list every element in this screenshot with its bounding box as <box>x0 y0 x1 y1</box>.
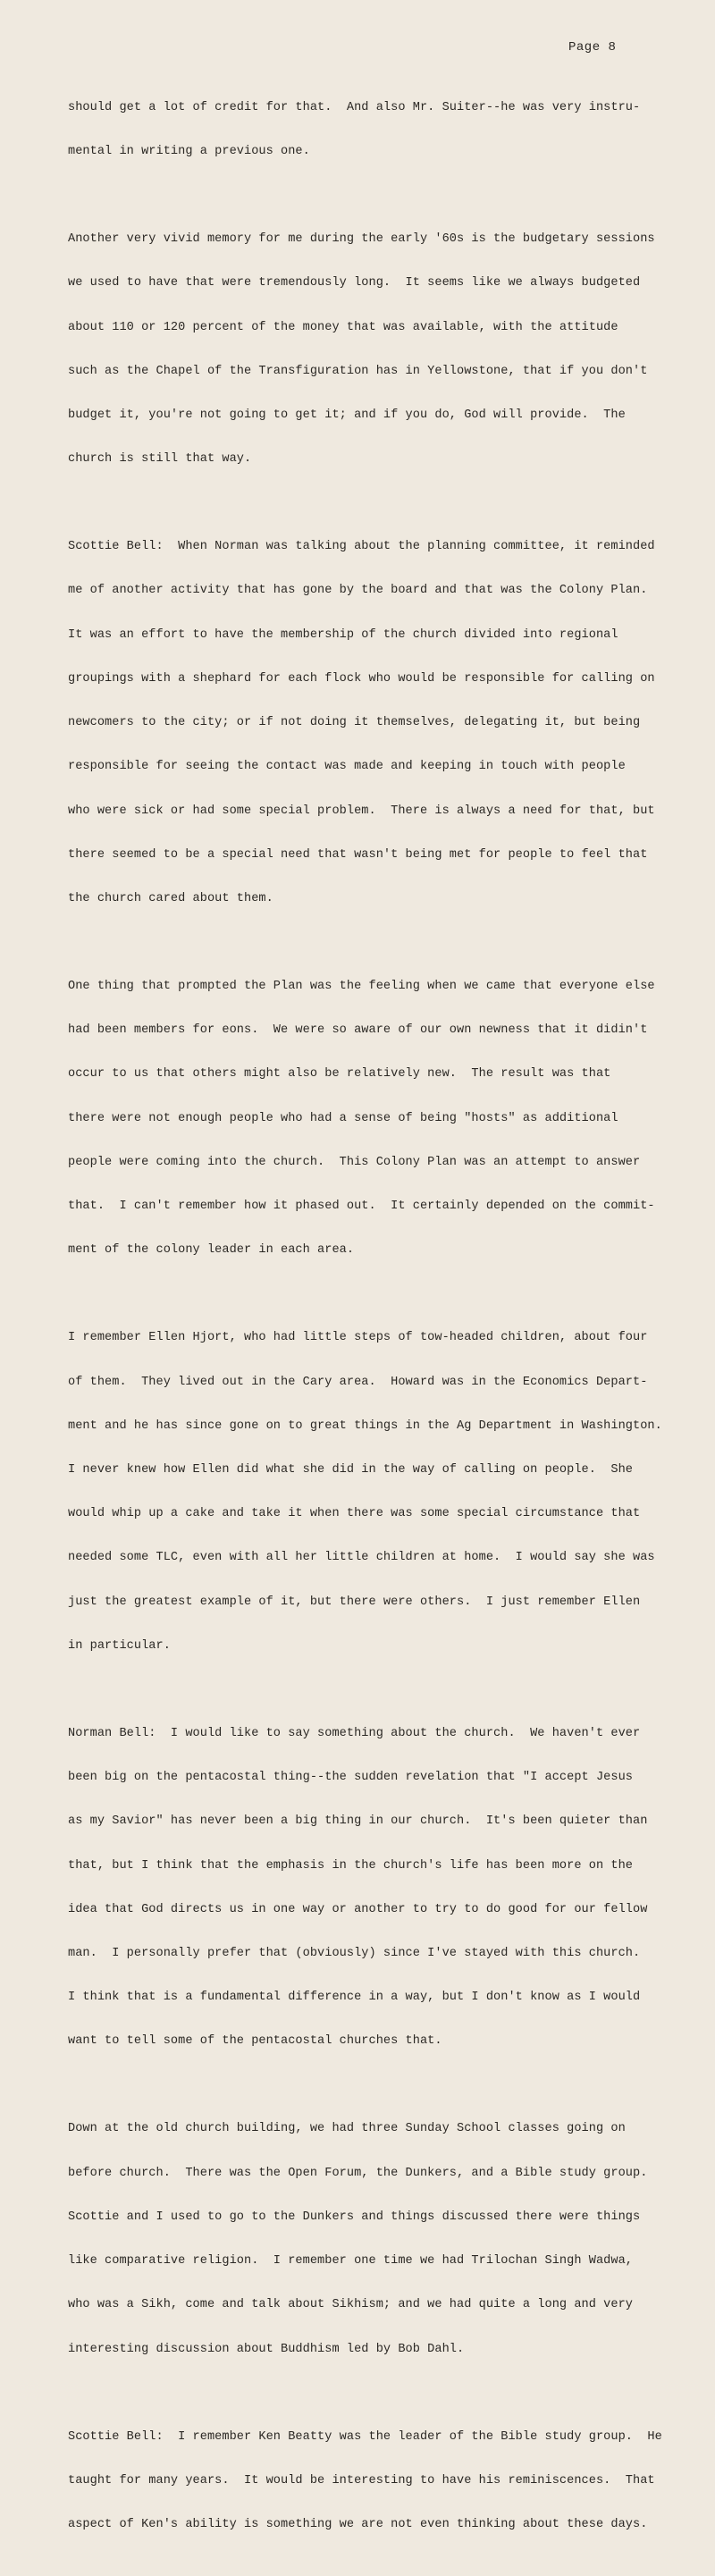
text-line: there were not enough people who had a sense of being "hosts" as additional <box>68 1111 618 1125</box>
text-line: Scottie and I used to go to the Dunkers and things discussed there were things <box>68 2210 641 2224</box>
text-line: who were sick or had some special problem. There is always a need for that, but <box>68 804 655 818</box>
text-line: like comparative religion. I remember one time we had Trilochan Singh Wadwa, <box>68 2254 633 2269</box>
text-line: that, but I think that the emphasis in the church's life has been more on the <box>68 1858 633 1873</box>
text-line: groupings with a shephard for each flock who would be responsible for calling on <box>68 671 655 686</box>
text-line: budget it, you're not going to get it; and if you do, God will provide. The <box>68 408 626 422</box>
text-line: had been members for eons. We were so aware of our own newness that it didin't <box>68 1023 648 1038</box>
text-line: been big on the pentacostal thing--the sudden revelation that "I accept Jesus <box>68 1771 633 1785</box>
page-number: Page 8 <box>568 40 617 55</box>
text-line: Scottie Bell: When Norman was talking about the planning committee, it reminded <box>68 540 655 554</box>
text-line: ment of the colony leader in each area. <box>68 1243 355 1258</box>
text-line: should get a lot of credit for that. And also Mr. Suiter--he was very instru- <box>68 100 641 114</box>
text-line: me of another activity that has gone by the board and that was the Colony Plan. <box>68 584 648 598</box>
text-line: just the greatest example of it, but there were others. I just remember Ellen <box>68 1595 641 1609</box>
text-line: occur to us that others might also be relatively new. The result was that <box>68 1067 611 1082</box>
text-line: want to tell some of the pentacostal churches that. <box>68 2034 442 2049</box>
text-line: in particular. <box>68 1638 171 1653</box>
text-line: as my Savior" has never been a big thing in our church. It's been quieter than <box>68 1814 648 1829</box>
text-line: aspect of Ken's ability is something we are not even thinking about these days. <box>68 2518 648 2531</box>
text-line: newcomers to the city; or if not doing it themselves, delegating it, but being <box>68 716 641 730</box>
text-line: idea that God directs us in one way or another to try to do good for our fellow <box>68 1902 648 1916</box>
text-line: ment and he has since gone on to great things in the Ag Department in Washington. <box>68 1418 662 1433</box>
text-line: needed some TLC, even with all her little children at home. I would say she was <box>68 1551 655 1565</box>
text-line: church is still that way. <box>68 452 252 467</box>
paragraph <box>68 2401 662 2562</box>
text-line: the church cared about them. <box>68 891 273 905</box>
paragraph <box>68 1697 658 2079</box>
text-line: It was an effort to have the membership of the church divided into regional <box>68 627 618 642</box>
text-line: people were coming into the church. This Colony Plan was an attempt to answer <box>68 1155 641 1169</box>
text-line: that. I can't remember how it phased out. It certainly depended on the commit- <box>68 1200 655 1214</box>
text-line: Another very vivid memory for me during the early '60s is the budgetary sessions <box>68 232 655 247</box>
text-line: interesting discussion about Buddhism led by Bob Dahl. <box>68 2342 465 2356</box>
text-line: of them. They lived out in the Cary area. Howard was in the Economics Depart- <box>68 1375 648 1389</box>
text-line: I remember Ellen Hjort, who had little steps of tow-headed children, about four <box>68 1331 648 1345</box>
paragraph <box>68 2093 658 2387</box>
paragraph <box>68 950 658 1287</box>
paragraph <box>68 1302 662 1684</box>
text-line: such as the Chapel of the Transfiguration has in Yellowstone, that if you don't <box>68 364 648 378</box>
text-line: who was a Sikh, come and talk about Sikhism; and we had quite a long and very <box>68 2298 633 2312</box>
text-line: man. I personally prefer that (obviously) since I've stayed with this church. <box>68 1946 641 1960</box>
text-line: would whip up a cake and take it when there was some special circumstance that <box>68 1507 641 1521</box>
paragraph <box>68 203 658 496</box>
text-line: taught for many years. It would be interesting to have his reminiscences. That <box>68 2473 655 2488</box>
text-line: I never knew how Ellen did what she did in the way of calling on people. She <box>68 1462 633 1477</box>
text-line: Down at the old church building, we had three Sunday School classes going on <box>68 2122 626 2136</box>
text-line: before church. There was the Open Forum, the Dunkers, and a Bible study group. <box>68 2166 648 2180</box>
text-line: responsible for seeing the contact was made and keeping in touch with people <box>68 760 626 774</box>
text-line: I think that is a fundamental difference in a way, but I don't know as I would <box>68 1991 641 2005</box>
text-line: there seemed to be a special need that wasn't being met for people to feel that <box>68 847 648 862</box>
text-line: about 110 or 120 percent of the money that was available, with the attitude <box>68 320 618 334</box>
text-line: Norman Bell: I would like to say something about the church. We haven't ever <box>68 1726 641 1740</box>
text-line: Scottie Bell: I remember Ken Beatty was the leader of the Bible study group. He <box>68 2429 662 2444</box>
document-body <box>68 72 662 2576</box>
text-line: mental in writing a previous one. <box>68 145 310 159</box>
text-line: we used to have that were tremendously long. It seems like we always budgeted <box>68 276 641 290</box>
paragraph <box>68 72 658 189</box>
paragraph <box>68 510 658 936</box>
text-line: One thing that prompted the Plan was the feeling when we came that everyone else <box>68 979 655 993</box>
